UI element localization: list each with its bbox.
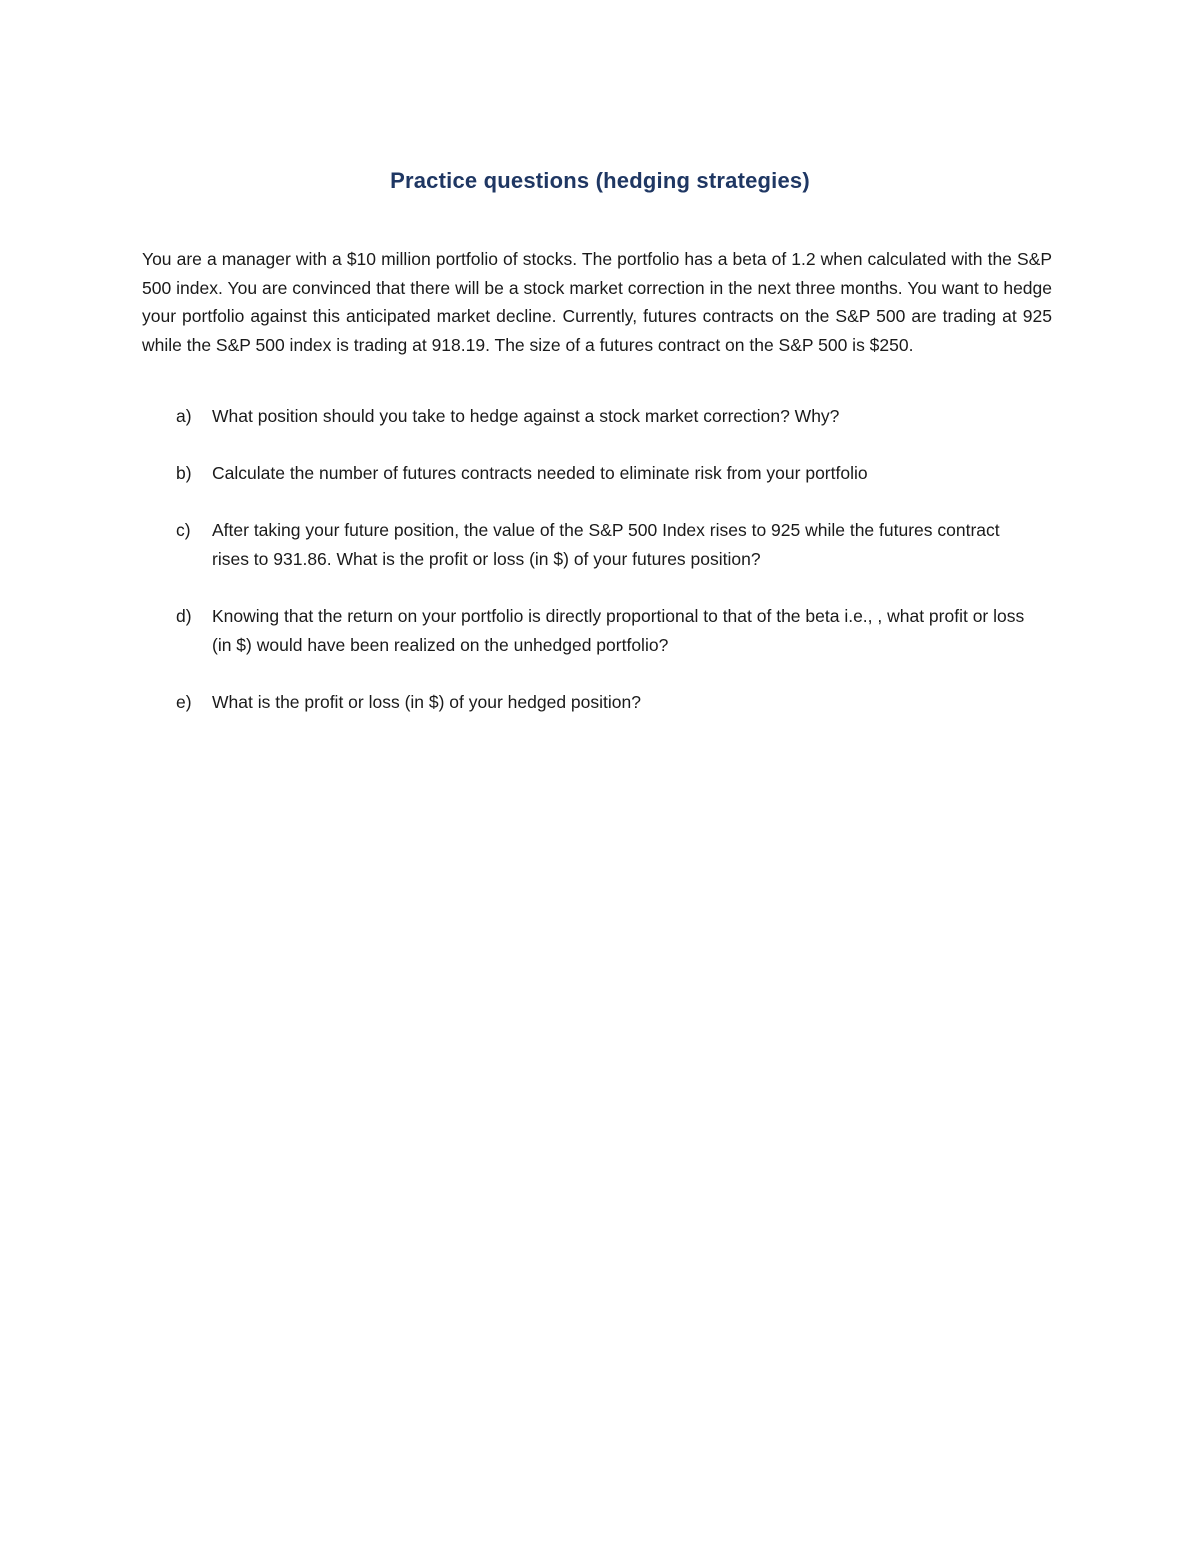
question-letter: b): [176, 463, 192, 484]
question-letter: a): [176, 406, 192, 426]
question-item-a: [142, 402, 1052, 431]
question-letter: c): [176, 520, 191, 541]
question-item-d: [142, 602, 1052, 659]
question-text: What is the profit or loss (in $) of your hedged position?: [212, 691, 641, 712]
question-list: [142, 402, 1052, 745]
question-item-e: [142, 688, 1052, 717]
question-text: After taking your future position, the value of the S&P 500 Index rises to 925 while the futures contract rises to 931.86. What is the profit or loss (in $) of your futures position?: [212, 520, 1000, 569]
question-item-b: [142, 459, 1052, 488]
question-text: What position should you take to hedge against a stock market correction? Why?: [212, 406, 840, 426]
question-item-c: [142, 516, 1052, 573]
document-title: Practice questions (hedging strategies): [390, 168, 810, 193]
intro-paragraph: You are a manager with a $10 million portfolio of stocks. The portfolio has a beta of 1.2 when calculated with the S&P 500 index. You are convinced that there will be a stock market correction in the next three months. You want to hedge your portfolio against this anticipated market decline. Currently, futures contracts on the S&P 500 are trading at 925 while the S&P 500 index is trading at 918.19. The size of a futures contract on the S&P 500 is $250.: [142, 249, 1052, 355]
question-letter: d): [176, 606, 192, 627]
question-text: Calculate the number of futures contracts needed to eliminate risk from your portfolio: [212, 463, 868, 484]
question-text: Knowing that the return on your portfolio is directly proportional to that of the beta i.e., , what profit or loss (in $) would have been realized on the unhedged portfolio?: [212, 606, 1025, 655]
question-letter: e): [176, 691, 192, 712]
